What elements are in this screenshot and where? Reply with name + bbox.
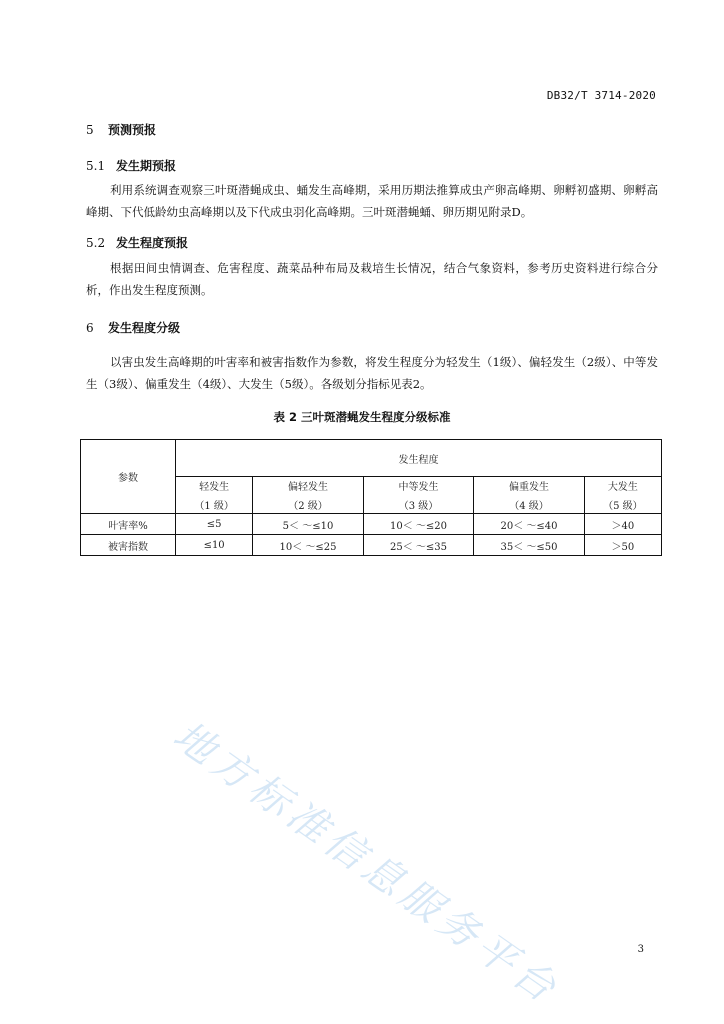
level-name: 偏轻发生: [287, 482, 328, 493]
table-cell: ＞50: [584, 535, 661, 556]
section-title: 发生程度预报: [116, 236, 189, 250]
level-name: 大发生: [607, 482, 638, 493]
table-caption: 表 2 三叶斑潜蝇发生程度分级标准: [273, 410, 451, 424]
table-cell: 20＜ ～≤40: [474, 514, 585, 535]
section-title: 发生程度分级: [108, 321, 181, 335]
table-cell: 25＜ ～≤35: [363, 535, 474, 556]
level-header-cell: [363, 477, 474, 514]
table-cell: ≤5: [176, 514, 253, 535]
section-title: 预测预报: [108, 123, 157, 137]
param-header-cell: 参数: [81, 440, 176, 514]
table-cell: 10＜ ～≤20: [363, 514, 474, 535]
table-header-row: [81, 440, 662, 477]
watermark: 地方标准信息服务平台: [164, 712, 568, 1015]
level-header-cell: [474, 477, 585, 514]
group-header-cell: 发生程度: [176, 440, 662, 477]
level-header-cell: [584, 477, 661, 514]
level-grade: （3 级）: [398, 501, 439, 512]
page-number: 3: [637, 944, 644, 955]
table-row: [81, 535, 662, 556]
level-grade: （5 级）: [603, 501, 643, 512]
row-label: 叶害率%: [81, 514, 176, 535]
level-grade: （1 级）: [194, 501, 234, 512]
row-label: 被害指数: [81, 535, 176, 556]
section-5-2-heading: [86, 234, 188, 251]
section-number: 5: [86, 123, 94, 137]
level-header-cell: [253, 477, 364, 514]
table-cell: 10＜ ～≤25: [253, 535, 364, 556]
level-name: 偏重发生: [508, 482, 549, 493]
section-6-body: 以害虫发生高峰期的叶害率和被害指数作为参数，将发生程度分为轻发生（1级）、偏轻发生（2级）、中等发生（3级）、偏重发生（4级）、大发生（5级）。各级划分指标见表2。: [86, 355, 658, 391]
table-row: [81, 514, 662, 535]
section-5-1-heading: [86, 157, 176, 174]
table-cell: ＞40: [584, 514, 661, 535]
table-cell: 35＜ ～≤50: [474, 535, 585, 556]
severity-grading-table: [80, 439, 662, 556]
section-number: 5.1: [86, 159, 106, 173]
level-name: 轻发生: [199, 482, 230, 493]
section-number: 5.2: [86, 236, 106, 250]
section-5-heading: [86, 121, 156, 138]
section-5-2-body: 根据田间虫情调查、危害程度、蔬菜品种布局及栽培生长情况，结合气象资料，参考历史资料进行综合分析，作出发生程度预测。: [86, 261, 658, 297]
section-6-heading: [86, 319, 180, 336]
section-5-1-body: 利用系统调查观察三叶斑潜蝇成虫、蛹发生高峰期，采用历期法推算成虫产卵高峰期、卵孵初盛期、卵孵高峰期、下代低龄幼虫高峰期以及下代成虫羽化高峰期。三叶斑潜蝇蛹、卵历期见附录D。: [86, 183, 658, 219]
section-number: 6: [86, 321, 94, 335]
level-grade: （4 级）: [509, 501, 549, 512]
section-title: 发生期预报: [116, 159, 177, 173]
table-cell: 5＜ ～≤10: [253, 514, 364, 535]
level-header-cell: [176, 477, 253, 514]
standard-code: DB32/T 3714-2020: [546, 89, 656, 102]
level-name: 中等发生: [398, 482, 439, 493]
level-grade: （2 级）: [288, 501, 328, 512]
table-cell: ≤10: [176, 535, 253, 556]
